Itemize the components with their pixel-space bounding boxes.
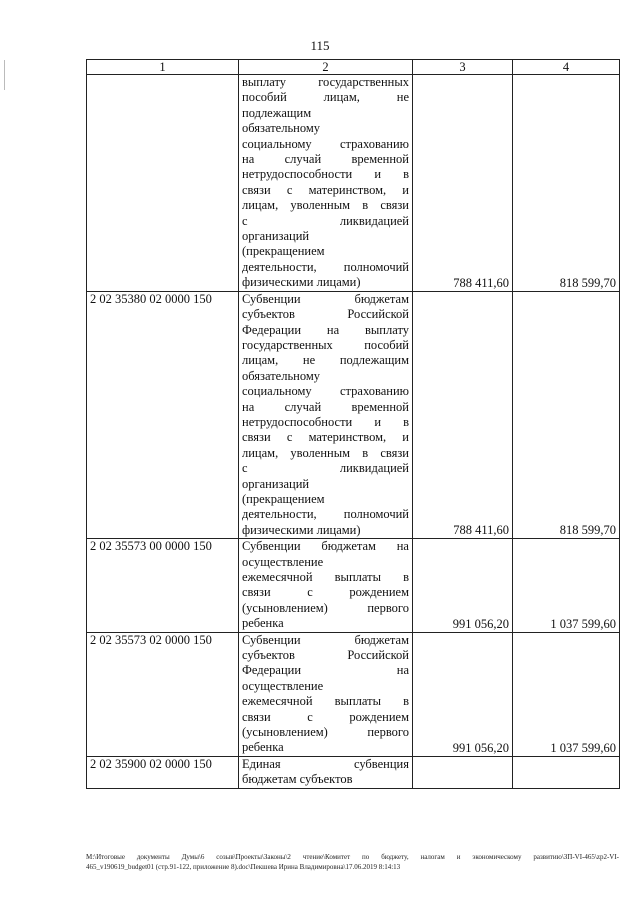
column-header-1: 1 <box>87 60 239 75</box>
description-line: с ликвидацией <box>242 461 409 476</box>
budget-code: 2 02 35900 02 0000 150 <box>87 756 239 788</box>
budget-description <box>239 75 413 292</box>
description-line: физическими лицами) <box>242 275 361 290</box>
description-line: связи с рождением <box>242 585 409 600</box>
budget-code: 2 02 35573 02 0000 150 <box>87 632 239 756</box>
description-line: Федерации на <box>242 663 409 678</box>
footer-line: М:\Итоговые документы Думы\6 созыв\Проекты\Законы\2 чтение\Комитет по бюджету, налогам и экономическому развитию\ЗП-VI-465\zp2-VI- <box>86 853 619 861</box>
description-line: Субвенции бюджетам <box>242 291 409 306</box>
budget-description <box>239 756 413 788</box>
description-line: организаций <box>242 229 310 244</box>
table-row <box>87 539 620 632</box>
description-line: ежемесячной выплаты в <box>242 694 409 709</box>
amount-year-2: 818 599,70 <box>513 75 620 292</box>
amount-year-1: 991 056,20 <box>413 632 513 756</box>
description-line: связи с рождением <box>242 709 409 724</box>
budget-code: 2 02 35573 00 0000 150 <box>87 539 239 632</box>
table-header-row <box>87 60 620 75</box>
description-line: (усыновлением) первого <box>242 600 409 615</box>
description-line: (прекращением <box>242 491 325 506</box>
amount-year-1: 991 056,20 <box>413 539 513 632</box>
description-line: Единая субвенция <box>242 756 409 771</box>
footer-line: 465_v190619_budget01 (стр.91-122, приложение 8).doc\Пекшева Ирина Владимировна\17.06.2019 8:14:13 <box>86 863 401 871</box>
file-path-footer <box>86 852 619 872</box>
description-line: Субвенции бюджетам на <box>242 539 409 554</box>
description-line: пособий лицам, не <box>242 90 409 105</box>
description-line: лицам, не подлежащим <box>242 353 409 368</box>
description-line: ребенка <box>242 616 284 631</box>
description-line: с ликвидацией <box>242 213 409 228</box>
amount-year-2: 1 037 599,60 <box>513 632 620 756</box>
amount-year-1: 788 411,60 <box>413 291 513 539</box>
description-line: физическими лицами) <box>242 522 361 537</box>
column-header-4: 4 <box>513 60 620 75</box>
description-line: социальному страхованию <box>242 136 409 151</box>
table-row <box>87 291 620 539</box>
description-line: осуществление <box>242 554 324 569</box>
description-line: обязательному <box>242 121 321 136</box>
budget-table <box>86 59 620 789</box>
budget-description <box>239 539 413 632</box>
column-header-2: 2 <box>239 60 413 75</box>
description-line: выплату государственных <box>242 75 409 89</box>
description-line: осуществление <box>242 678 324 693</box>
description-line: деятельности, полномочий <box>242 259 409 274</box>
amount-year-2 <box>513 756 620 788</box>
description-line: Федерации на выплату <box>242 322 409 337</box>
description-line: связи с материнством, и <box>242 430 409 445</box>
description-line: на случай временной <box>242 399 409 414</box>
description-line: социальному страхованию <box>242 384 409 399</box>
description-line: бюджетам субъектов <box>242 772 353 787</box>
description-line: субъектов Российской <box>242 648 409 663</box>
description-line: подлежащим <box>242 105 312 120</box>
amount-year-1 <box>413 756 513 788</box>
description-line: Субвенции бюджетам <box>242 632 409 647</box>
description-line: деятельности, полномочий <box>242 507 409 522</box>
description-line: (прекращением <box>242 244 325 259</box>
table-row <box>87 756 620 788</box>
amount-year-1: 788 411,60 <box>413 75 513 292</box>
description-line: нетрудоспособности и в <box>242 167 409 182</box>
description-line: лицам, уволенным в связи <box>242 198 409 213</box>
amount-year-2: 1 037 599,60 <box>513 539 620 632</box>
budget-description <box>239 291 413 539</box>
description-line: лицам, уволенным в связи <box>242 445 409 460</box>
budget-code: 2 02 35380 02 0000 150 <box>87 291 239 539</box>
description-line: ребенка <box>242 740 284 755</box>
margin-mark <box>4 60 5 90</box>
amount-year-2: 818 599,70 <box>513 291 620 539</box>
table-row <box>87 632 620 756</box>
description-line: на случай временной <box>242 152 409 167</box>
description-line: субъектов Российской <box>242 307 409 322</box>
budget-description <box>239 632 413 756</box>
table-row <box>87 75 620 292</box>
column-header-3: 3 <box>413 60 513 75</box>
description-line: связи с материнством, и <box>242 182 409 197</box>
description-line: обязательному <box>242 368 321 383</box>
description-line: организаций <box>242 476 310 491</box>
description-line: (усыновлением) первого <box>242 725 409 740</box>
budget-code <box>87 75 239 292</box>
description-line: нетрудоспособности и в <box>242 414 409 429</box>
description-line: государственных пособий <box>242 337 409 352</box>
page-number: 115 <box>310 38 330 53</box>
description-line: ежемесячной выплаты в <box>242 570 409 584</box>
